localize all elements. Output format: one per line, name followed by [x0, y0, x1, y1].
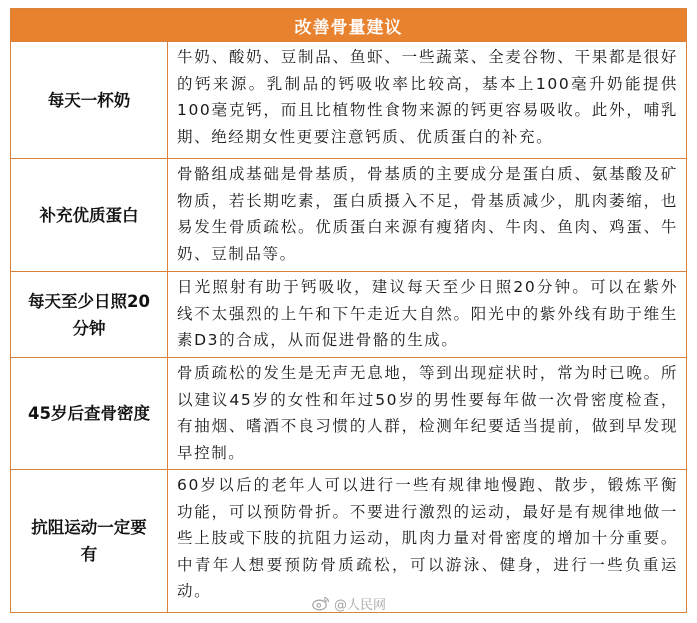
table-row [11, 470, 686, 612]
advice-table [10, 8, 687, 613]
row-text: 骨质疏松的发生是无声无息地，等到出现症状时，常为时已晚。所以建议45岁的女性和年过50岁的男性要每年做一次骨密度检查，有抽烟、嗜酒不良习惯的人群，检测年纪要适当提前，做到早发现早控制。 [177, 364, 678, 462]
table-row [11, 272, 686, 358]
table-row [11, 159, 686, 272]
row-text: 60岁以后的老年人可以进行一些有规律地慢跑、散步，锻炼平衡功能，可以预防骨折。不要进行激烈的运动，最好是有规律地做一些上肢或下肢的抗阻力运动，肌肉力量对骨密度的增加十分重要。中青年人想要预防骨质疏松，可以游泳、健身，进行一些负重运动。 [177, 476, 678, 600]
table-row [11, 42, 686, 159]
watermark [312, 594, 386, 613]
row-label: 抗阻运动一定要有 [11, 470, 168, 612]
row-text: 骨骼组成基础是骨基质，骨基质的主要成分是蛋白质、氨基酸及矿物质，若长期吃素，蛋白质摄入不足，骨基质减少，肌肉萎缩，也易发生骨质疏松。优质蛋白来源有瘦猪肉、牛肉、鱼肉、鸡蛋、牛奶、豆制品等。 [177, 165, 678, 263]
row-label: 每天至少日照20分钟 [11, 272, 168, 357]
row-text: 日光照射有助于钙吸收，建议每天至少日照20分钟。可以在紫外线不太强烈的上午和下午走近大自然。阳光中的紫外线有助于维生素D3的合成，从而促进骨骼的生成。 [177, 278, 678, 349]
row-text: 牛奶、酸奶、豆制品、鱼虾、一些蔬菜、全麦谷物、干果都是很好的钙来源。乳制品的钙吸收率比较高，基本上100毫升奶能提供100毫克钙，而且比植物性食物来源的钙更容易吸收。此外，哺乳期、绝经期女性更要注意钙质、优质蛋白的补充。 [177, 48, 678, 146]
row-label: 补充优质蛋白 [11, 159, 168, 271]
table-row [11, 358, 686, 470]
row-label: 45岁后查骨密度 [11, 358, 168, 469]
table-title: 改善骨量建议 [11, 9, 686, 42]
row-label: 每天一杯奶 [11, 42, 168, 158]
watermark-text: @人民网 [334, 598, 387, 613]
weibo-icon [312, 596, 330, 611]
